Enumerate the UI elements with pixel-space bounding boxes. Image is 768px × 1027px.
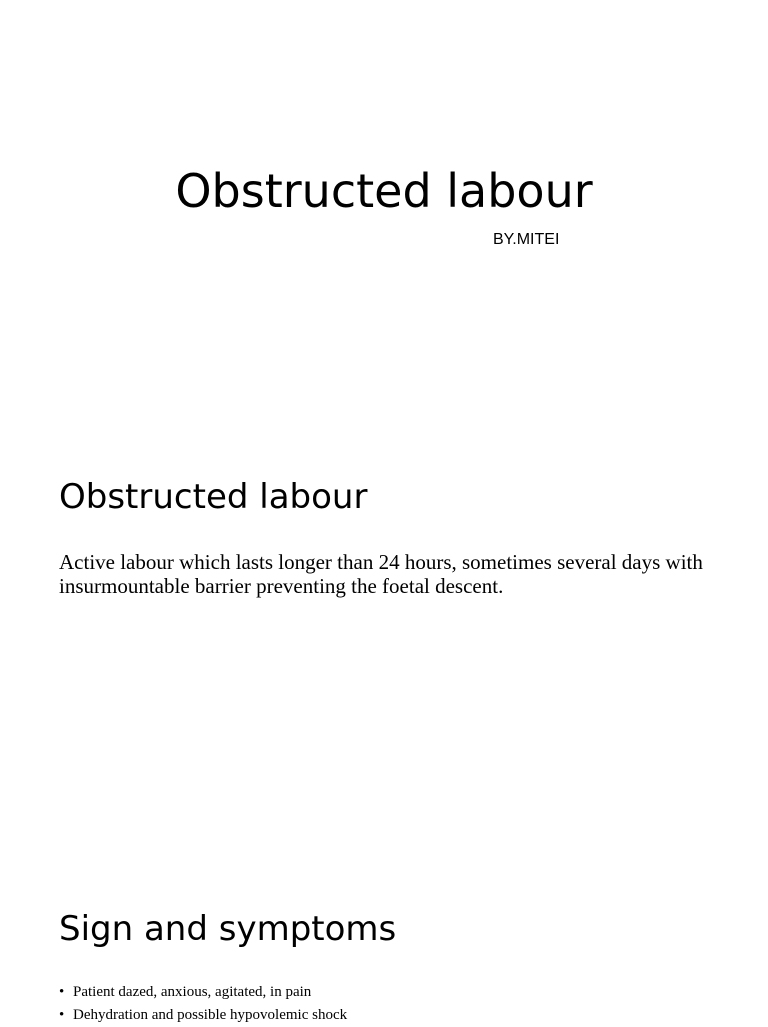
definition-heading: Obstructed labour	[59, 477, 368, 517]
definition-paragraph: Active labour which lasts longer than 24 hours, sometimes several days with insurmountable barrier preventing the foetal descent.	[59, 550, 703, 598]
presentation-title: Obstructed labour	[175, 164, 593, 218]
bullet-icon: •	[59, 1007, 65, 1023]
list-item-text: Patient dazed, anxious, agitated, in pain	[73, 984, 312, 1000]
symptoms-heading: Sign and symptoms	[59, 909, 397, 949]
list-item-text: Dehydration and possible hypovolemic shock	[73, 1007, 348, 1023]
author-byline: BY.MITEI	[493, 231, 560, 248]
symptoms-list	[59, 981, 347, 1027]
list-item	[59, 981, 347, 1004]
bullet-icon: •	[59, 984, 65, 1000]
